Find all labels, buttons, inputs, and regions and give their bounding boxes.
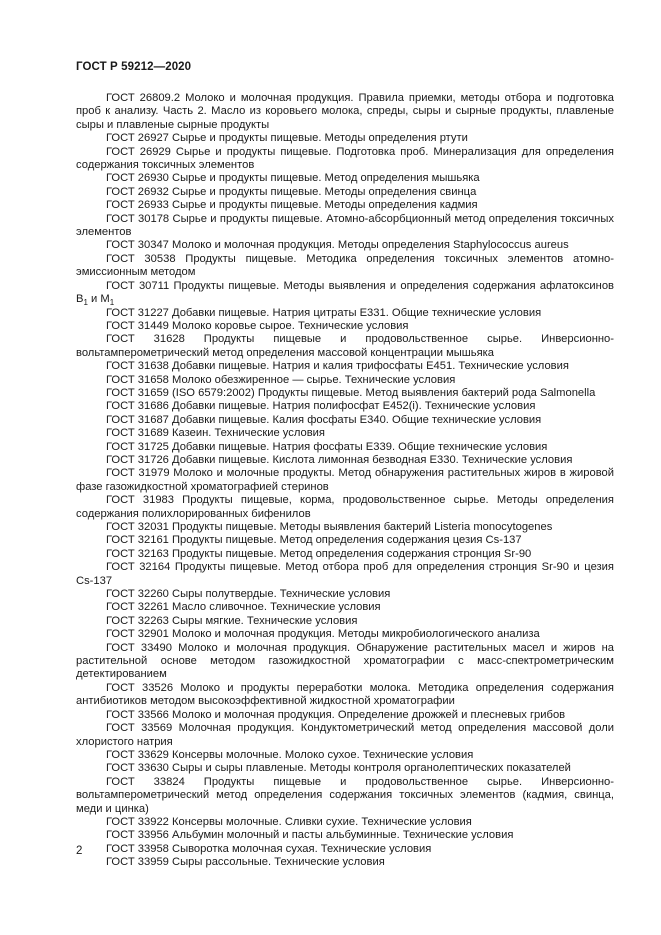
list-item: ГОСТ 33959 Сыры рассольные. Технические условия [106,856,385,869]
page-number: 2 [76,845,83,857]
list-item: ГОСТ 33956 Альбумин молочный и пасты альбуминные. Технические условия [106,829,514,842]
list-item: ГОСТ 31449 Молоко коровье сырое. Технические условия [106,319,409,332]
list-item: ГОСТ 31638 Добавки пищевые. Натрия и калия трифосфаты Е451. Технические условия [106,360,569,373]
list-item: ГОСТ 32164 Продукты пищевые. Метод отбора проб для определения стронция Sr-90 и цезия Cs-137 [76,561,614,587]
list-item: ГОСТ 26932 Сырье и продукты пищевые. Методы определения свинца [106,185,477,198]
aflatoxin-text: ГОСТ 30711 Продукты пищевые. Методы выявления и определения содержания афлатоксинов B [76,279,614,306]
list-item: ГОСТ 33490 Молоко и молочная продукция. Обнаружение растительных масел и жиров на растительной основе методом газожидкостной хроматографии с масс-спектрометрическим детектированием [76,641,614,681]
list-item: ГОСТ 31227 Добавки пищевые. Натрия цитраты Е331. Общие технические условия [106,306,542,319]
list-item: ГОСТ 26927 Сырье и продукты пищевые. Методы определения ртути [106,132,468,145]
list-item: ГОСТ 31628 Продукты пищевые и продовольственное сырье. Инверсионно-вольтамперометрический метод определения массовой концентрации мышьяка [76,333,614,359]
list-item: ГОСТ 32261 Масло сливочное. Технические условия [106,601,381,614]
list-item: ГОСТ 26809.2 Молоко и молочная продукция. Правила приемки, методы отбора и подготовка проб к анализу. Часть 2. Масло из коровьего молока, спреды, сыры и сырные продукты, плавленые сыры и плавленые сырные продукты [76,92,614,131]
list-item: ГОСТ 31726 Добавки пищевые. Кислота лимонная безводная Е330. Технические условия [106,453,573,466]
references-list [76,92,614,870]
aflatoxin-text-mid: и M [87,293,110,306]
page-header: ГОСТ Р 59212—2020 [76,61,192,73]
list-item: ГОСТ 31689 Казеин. Технические условия [106,427,325,440]
list-item: ГОСТ 30178 Сырье и продукты пищевые. Атомно-абсорбционный метод определения токсичных элементов [76,212,614,239]
list-item: ГОСТ 32260 Сыры полутвердые. Технические условия [106,588,391,601]
list-item: ГОСТ 33958 Сыворотка молочная сухая. Технические условия [106,842,432,855]
list-item: ГОСТ 33629 Консервы молочные. Молоко сухое. Технические условия [106,748,474,761]
list-item: ГОСТ 30538 Продукты пищевые. Методика определения токсичных элементов атомно-эмиссионным методом [76,252,614,279]
list-item: ГОСТ 32263 Сыры мягкие. Технические условия [106,614,358,627]
list-item: ГОСТ 33922 Консервы молочные. Сливки сухие. Технические условия [106,815,472,828]
list-item: ГОСТ 26930 Сырье и продукты пищевые. Метод определения мышьяка [106,172,480,185]
list-item: ГОСТ 33630 Сыры и сыры плавленые. Методы контроля органолептических показателей [106,762,571,775]
list-item: ГОСТ 31979 Молоко и молочные продукты. Метод обнаружения растительных жиров в жировой фазе газожидкостной хроматографией стеринов [76,467,614,493]
list-item: ГОСТ 33526 Молоко и продукты переработки молока. Методика определения содержания антибиотиков методом высокоэффективной жидкостной хроматографии [76,681,614,708]
list-item: ГОСТ 33566 Молоко и молочная продукция. Определение дрожжей и плесневых грибов [106,708,566,721]
list-item: ГОСТ 32031 Продукты пищевые. Методы выявления бактерий Listeria monocytogenes [106,521,553,533]
list-item: ГОСТ 30347 Молоко и молочная продукция. Методы определения Staphylococcus aureus [106,239,569,252]
list-item: ГОСТ 33824 Продукты пищевые и продовольственное сырье. Инверсионно-вольтамперометрический метод определения содержания токсичных элементов (кадмия, свинца, меди и цинка) [76,775,614,815]
list-item: ГОСТ 32161 Продукты пищевые. Метод определения содержания цезия Cs-137 [106,534,522,547]
list-item: ГОСТ 33569 Молочная продукция. Кондуктометрический метод определения массовой доли хлористого натрия [76,722,614,748]
list-item: ГОСТ 31659 (ISO 6579:2002) Продукты пищевые. Метод выявления бактерий рода Salmonella [106,386,596,399]
list-item: ГОСТ 32901 Молоко и молочная продукция. Методы микробиологического анализа [106,628,540,641]
subscript-b1: 1 [83,298,88,308]
list-item: ГОСТ 31983 Продукты пищевые, корма, продовольственное сырье. Методы определения содержания полихлорированных бифенилов [76,494,614,520]
list-item: ГОСТ 31687 Добавки пищевые. Калия фосфаты Е340. Общие технические условия [106,413,542,426]
list-item: ГОСТ 32163 Продукты пищевые. Метод определения содержания стронция Sr-90 [106,547,532,560]
list-item: ГОСТ 31686 Добавки пищевые. Натрия полифосфат Е452(i). Технические условия [106,400,536,413]
subscript-m1: 1 [109,298,115,308]
list-item: ГОСТ 31658 Молоко обезжиренное — сырье. Технические условия [106,373,456,386]
list-item: ГОСТ 26929 Сырье и продукты пищевые. Подготовка проб. Минерализация для определения содержания токсичных элементов [76,145,614,172]
list-item-aflatoxins [76,280,614,307]
list-item: ГОСТ 31725 Добавки пищевые. Натрия фосфаты Е339. Общие технические условия [106,440,548,453]
list-item: ГОСТ 26933 Сырье и продукты пищевые. Методы определения кадмия [106,199,478,212]
